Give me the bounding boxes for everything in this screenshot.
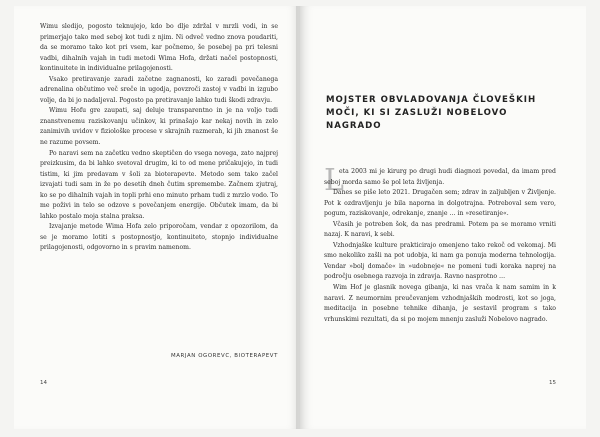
paragraph: Po naravi sem na začetku vedno skeptičen do vsega novega, zato najprej preizkusim, da bi lahko svetoval drugim, ki to od mene pričakujejo, in tudi tistim, ki jim predavam v šoli za bioterapevte. Metodo sem tako začel izvajati tudi sam in že po desetih dneh čutim spremembe. Začnem zjutraj, ko se po dihalnih vajah in topli prhi eno minuto prham tudi z mrzlo vodo. To me poživi in telo se odzove s povečanjem energije. Občutek imam, da bi lahko postalo moja stalna praksa.	[40, 149, 278, 220]
page-number-left: 14	[40, 380, 47, 386]
left-page	[14, 6, 300, 429]
paragraph: Wimu Hofu gre zaupati, saj deluje transparentno in je na voljo tudi znanstvenemu raziskovanju učinkov, ki prinašajo kar nekaj novih in zelo zanimivih uvidov v fiziološke procese v skrajnih razmerah, ki jih znanost še ne razume povsem.	[40, 107, 278, 147]
author-signature: MARJAN OGOREVC, BIOTERAPEVT	[171, 353, 278, 359]
paragraph: Vsako pretiravanje zaradi začetne zagnanosti, ko zaradi povečanega adrenalina občutimo več sreče in ugodja, povzroči zastoj v vadbi in izgubo volje, da bi jo nadaljeval. Pogosto pa pretiravanje lahko tudi škodi zdravju.	[40, 75, 278, 104]
paragraph: Včasih je potreben šok, da nas predrami. Potem pa se moramo vrniti nazaj. K naravi, k sebi.	[324, 220, 556, 239]
paragraph: eta 2003 mi je kirurg po drugi hudi diagnozi povedal, da imam pred seboj morda samo še pol leta življenja.	[324, 168, 556, 186]
chapter-title: MOJSTER OBVLADOVANJA ČLOVEŠKIH MOČI, KI SI ZASLUŽI NOBELOVO NAGRADO	[326, 95, 537, 131]
right-page-body	[324, 163, 556, 325]
paragraph: Wim Hof je glasnik novega gibanja, ki nas vrača k nam samim in k naravi. Z neumornim preučevanjem vzhodnjaških modrosti, kot so joga, meditacija in posebne tehnike dihanja, je sestavil program s tako vrhunskimi rezultati, da si po mojem mnenju zasluži Nobelovo nagrado.	[324, 284, 556, 323]
left-page-body	[40, 22, 278, 254]
paragraph: Izvajanje metode Wima Hofa zelo priporočam, vendar z opozorilom, da se je moramo lotiti s postopnostjo, kontinuiteto, stopnjo individualne prilagojenosti, odgovorno in s pravim namenom.	[40, 223, 278, 252]
page-number-right: 15	[549, 380, 556, 386]
drop-cap: L	[324, 163, 344, 198]
right-page	[300, 6, 586, 429]
paragraph: Danes se piše leto 2021. Drugačen sem; zdrav in zaljubljen v Življenje. Pot k ozdravljenju je bila naporna in dolgotrajna. Potreboval sem vero, pogum, raziskovanje, odrekanje, znanje … in »resetiranje«.	[324, 189, 556, 218]
paragraph: Vzhodnjaške kulture prakticirajo omenjeno tako rekoč od vekomaj. Mi smo nekoliko zašli na pot udobja, ki nam ga ponuja moderna tehnologija. Vendar »bolj domače« in »udobneje« ne pomeni tudi koraka naprej na področju osebnega razvoja in zdravja. Ravno nasprotno …	[324, 241, 556, 281]
paragraph: Wimu sledijo, pogosto teknujejo, kdo bo dlje zdržal v mrzli vodi, in se primerjajo tako med seboj kot tudi z njim. Ni odveč vedno znova poudariti, da se moramo tako kot pri vsem, kar počnemo, še posebej pa pri telesni vadbi, dihalnih vajah in tudi metodi Wima Hofa, držati načel postopnosti, kontinuitete in individualne prilagojenosti.	[40, 23, 278, 73]
